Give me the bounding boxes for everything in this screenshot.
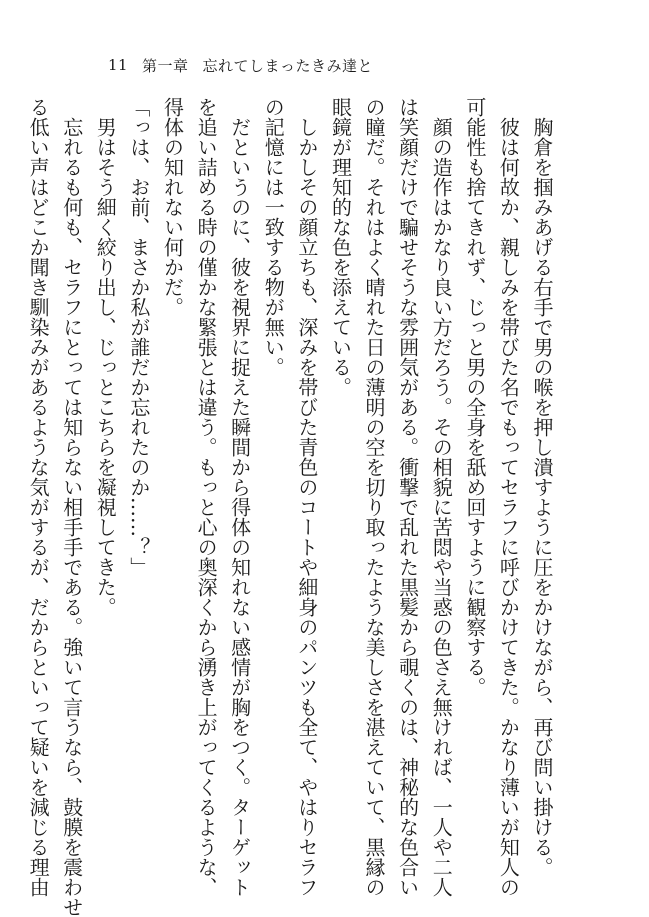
text-line: る低い声はどこか聞き馴染みがあるような気がするが、だからといって疑いを減じる理由 [26, 97, 51, 897]
text-line: は笑顔だけで騙せそうな雰囲気がある。衝撃で乱れた黒髪から覗くのは、神秘的な色合い [395, 97, 420, 897]
text-line: 眼鏡が理知的な色を添えている。 [328, 97, 353, 397]
running-head [108, 55, 373, 75]
chapter-title: 忘れてしまったきみ達と [202, 56, 374, 75]
text-line: を追い詰める時の僅かな緊張とは違う。もっと心の奥深くから湧き上がってくるような、 [194, 97, 219, 897]
text-line: 得体の知れない何かだ。 [160, 97, 185, 317]
text-line: の瞳だ。それはよく晴れた日の薄明の空を切り取ったような美しさを湛えていて、黒縁の [362, 97, 387, 897]
text-line: 顔の造作はかなり良い方だろう。その相貌に苦悶や当惑の色さえ無ければ、一人や二人 [429, 117, 454, 897]
body-text [21, 97, 559, 917]
page-number: 11 [108, 56, 129, 74]
text-line: 胸倉を掴みあげる右手で男の喉を押し潰すように圧をかけながら、再び問い掛ける。 [530, 117, 554, 877]
text-line: しかしその顔立ちも、深みを帯びた青色のコートや細身のパンツも全て、やはりセラフ [294, 117, 319, 897]
text-line: 男はそう細く絞り出し、じっとこちらを凝視してきた。 [93, 117, 118, 617]
text-line: だというのに、彼を視界に捉えた瞬間から得体の知れない感情が胸をつく。ターゲット [227, 117, 252, 897]
text-line: 彼は何故か、親しみを帯びた名でもってセラフに呼びかけてきた。かなり薄いが知人の [496, 117, 521, 897]
chapter-label: 第一章 [142, 56, 189, 75]
text-line: の記憶には一致する物が無い。 [261, 97, 286, 377]
text-line: 忘れるも何も、セラフにとっては知らない相手手である。強いて言うなら、鼓膜を震わせ [59, 117, 84, 917]
text-line: 「っは、お前、まさか私が誰だか忘れたのか……？」 [126, 97, 151, 577]
text-line: 可能性も捨てきれず、じっと男の全身を舐め回すように観察する。 [462, 97, 487, 697]
